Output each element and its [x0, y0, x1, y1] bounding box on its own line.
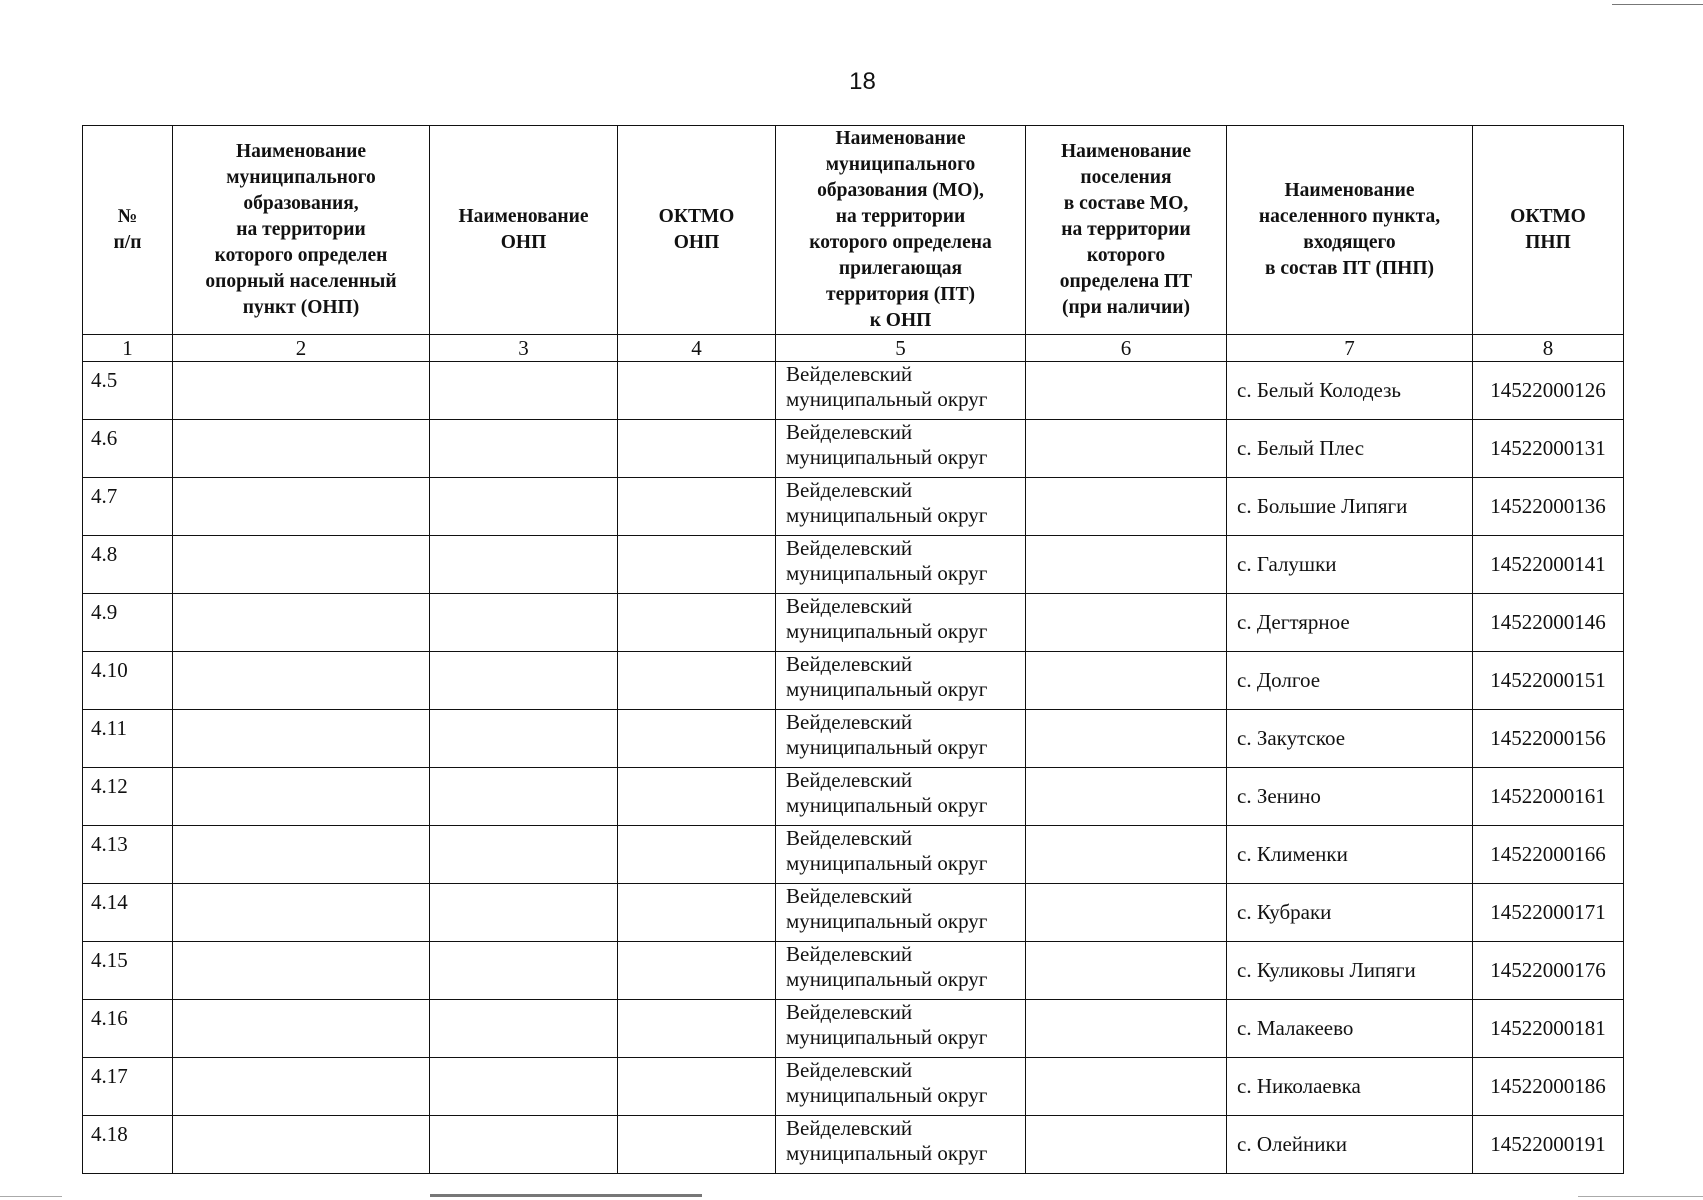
row-number: 4.17 — [91, 1064, 128, 1088]
oktmo-code: 14522000146 — [1490, 610, 1606, 634]
scan-artifact-bottom — [430, 1194, 702, 1197]
oktmo-code: 14522000176 — [1490, 958, 1606, 982]
empty-cell — [618, 594, 776, 652]
header-label: Наименование муниципального образования (МО), на территории которого определена прилегающая территория (ПТ) к ОНП — [809, 128, 992, 331]
header-cell — [776, 126, 1026, 335]
mo-name-line1: Вейделевский — [786, 652, 913, 676]
oktmo-cell — [1473, 652, 1624, 710]
pnp-cell — [1227, 594, 1473, 652]
pnp-cell — [1227, 768, 1473, 826]
mo-name-line2: муниципальный округ — [786, 793, 988, 817]
oktmo-cell — [1473, 594, 1624, 652]
table-row — [83, 362, 1624, 420]
oktmo-cell — [1473, 420, 1624, 478]
empty-cell — [618, 942, 776, 1000]
empty-cell — [430, 1116, 618, 1174]
header-cell — [430, 126, 618, 335]
pnp-name: с. Николаевка — [1237, 1074, 1361, 1098]
oktmo-code: 14522000161 — [1490, 784, 1606, 808]
pnp-name: с. Большие Липяги — [1237, 494, 1408, 518]
pnp-cell — [1227, 884, 1473, 942]
empty-cell — [173, 594, 430, 652]
empty-cell — [1026, 420, 1227, 478]
mo-cell — [776, 478, 1026, 536]
oktmo-cell — [1473, 478, 1624, 536]
mo-name-line1: Вейделевский — [786, 1116, 913, 1140]
pnp-cell — [1227, 478, 1473, 536]
empty-cell — [173, 884, 430, 942]
scan-artifact-bottom-left — [0, 1196, 62, 1197]
column-number: 1 — [83, 335, 173, 362]
pnp-cell — [1227, 420, 1473, 478]
pnp-name: с. Белый Плес — [1237, 436, 1365, 460]
empty-cell — [173, 536, 430, 594]
mo-name-line1: Вейделевский — [786, 420, 913, 444]
mo-name-line1: Вейделевский — [786, 1058, 913, 1082]
empty-cell — [430, 1000, 618, 1058]
mo-cell — [776, 652, 1026, 710]
oktmo-code: 14522000191 — [1490, 1132, 1606, 1156]
empty-cell — [173, 826, 430, 884]
mo-name-line2: муниципальный округ — [786, 561, 988, 585]
header-cell — [1473, 126, 1624, 335]
row-number: 4.7 — [91, 484, 118, 508]
header-cell — [173, 126, 430, 335]
row-number: 4.14 — [91, 890, 128, 914]
empty-cell — [173, 478, 430, 536]
row-number: 4.12 — [91, 774, 128, 798]
mo-name-line2: муниципальный округ — [786, 1141, 988, 1165]
pnp-name: с. Закутское — [1237, 726, 1346, 750]
pnp-name: с. Зенино — [1237, 784, 1321, 808]
header-cell — [618, 126, 776, 335]
oktmo-cell — [1473, 1000, 1624, 1058]
header-label: ОКТМО ПНП — [1510, 206, 1586, 253]
empty-cell — [1026, 884, 1227, 942]
empty-cell — [618, 1000, 776, 1058]
pnp-cell — [1227, 826, 1473, 884]
row-number: 4.9 — [91, 600, 118, 624]
oktmo-code: 14522000156 — [1490, 726, 1606, 750]
mo-name-line2: муниципальный округ — [786, 677, 988, 701]
row-number: 4.13 — [91, 832, 128, 856]
page-number: 18 — [849, 68, 876, 95]
row-number-cell — [83, 942, 173, 1000]
mo-name-line2: муниципальный округ — [786, 1025, 988, 1049]
mo-cell — [776, 884, 1026, 942]
pnp-cell — [1227, 942, 1473, 1000]
scan-artifact-bottom-right — [1578, 1196, 1703, 1197]
oktmo-code: 14522000136 — [1490, 494, 1606, 518]
oktmo-code: 14522000126 — [1490, 378, 1606, 402]
mo-cell — [776, 942, 1026, 1000]
table-row — [83, 710, 1624, 768]
table-row — [83, 1000, 1624, 1058]
pnp-name: с. Долгое — [1237, 668, 1321, 692]
row-number-cell — [83, 768, 173, 826]
mo-cell — [776, 1116, 1026, 1174]
empty-cell — [1026, 710, 1227, 768]
column-number: 4 — [618, 335, 776, 362]
oktmo-code: 14522000186 — [1490, 1074, 1606, 1098]
mo-name-line2: муниципальный округ — [786, 619, 988, 643]
mo-name-line1: Вейделевский — [786, 710, 913, 734]
row-number: 4.15 — [91, 948, 128, 972]
empty-cell — [173, 362, 430, 420]
pnp-cell — [1227, 652, 1473, 710]
table-row — [83, 826, 1624, 884]
empty-cell — [618, 1058, 776, 1116]
empty-cell — [173, 1058, 430, 1116]
empty-cell — [1026, 942, 1227, 1000]
oktmo-code: 14522000166 — [1490, 842, 1606, 866]
scan-artifact-top-right — [1612, 4, 1703, 5]
row-number-cell — [83, 1116, 173, 1174]
empty-cell — [430, 710, 618, 768]
empty-cell — [1026, 1058, 1227, 1116]
empty-cell — [430, 594, 618, 652]
empty-cell — [618, 768, 776, 826]
oktmo-cell — [1473, 884, 1624, 942]
pnp-cell — [1227, 710, 1473, 768]
mo-name-line1: Вейделевский — [786, 942, 913, 966]
empty-cell — [618, 710, 776, 768]
row-number-cell — [83, 478, 173, 536]
empty-cell — [618, 536, 776, 594]
empty-cell — [1026, 478, 1227, 536]
mo-name-line2: муниципальный округ — [786, 387, 988, 411]
empty-cell — [430, 420, 618, 478]
mo-name-line2: муниципальный округ — [786, 967, 988, 991]
pnp-name: с. Белый Колодезь — [1237, 378, 1401, 402]
header-cell — [1227, 126, 1473, 335]
pnp-name: с. Галушки — [1237, 552, 1337, 576]
header-cell — [1026, 126, 1227, 335]
empty-cell — [430, 362, 618, 420]
empty-cell — [173, 652, 430, 710]
row-number: 4.11 — [91, 716, 127, 740]
empty-cell — [430, 942, 618, 1000]
empty-cell — [430, 768, 618, 826]
oktmo-cell — [1473, 362, 1624, 420]
empty-cell — [1026, 826, 1227, 884]
table-row — [83, 478, 1624, 536]
empty-cell — [430, 884, 618, 942]
empty-cell — [618, 362, 776, 420]
empty-cell — [1026, 594, 1227, 652]
pnp-name: с. Малакеево — [1237, 1016, 1354, 1040]
pnp-cell — [1227, 1058, 1473, 1116]
mo-name-line2: муниципальный округ — [786, 503, 988, 527]
column-number: 8 — [1473, 335, 1624, 362]
mo-name-line2: муниципальный округ — [786, 851, 988, 875]
column-number: 2 — [173, 335, 430, 362]
empty-cell — [430, 536, 618, 594]
column-number: 5 — [776, 335, 1026, 362]
row-number-cell — [83, 420, 173, 478]
row-number-cell — [83, 826, 173, 884]
empty-cell — [430, 826, 618, 884]
empty-cell — [1026, 768, 1227, 826]
empty-cell — [430, 652, 618, 710]
table-row — [83, 536, 1624, 594]
table-row — [83, 942, 1624, 1000]
pnp-cell — [1227, 1116, 1473, 1174]
header-label: Наименование населенного пункта, входящего в состав ПТ (ПНП) — [1258, 180, 1441, 279]
empty-cell — [1026, 652, 1227, 710]
mo-cell — [776, 420, 1026, 478]
column-number: 6 — [1026, 335, 1227, 362]
row-number-cell — [83, 1000, 173, 1058]
column-number: 3 — [430, 335, 618, 362]
mo-name-line1: Вейделевский — [786, 768, 913, 792]
header-label: ОКТМО ОНП — [658, 206, 735, 253]
empty-cell — [430, 1058, 618, 1116]
table-row — [83, 1116, 1624, 1174]
table-row — [83, 420, 1624, 478]
empty-cell — [618, 884, 776, 942]
pnp-name: с. Клименки — [1237, 842, 1348, 866]
row-number-cell — [83, 594, 173, 652]
settlements-table — [82, 125, 1624, 1174]
empty-cell — [618, 420, 776, 478]
table-row — [83, 884, 1624, 942]
row-number: 4.6 — [91, 426, 118, 450]
table-row — [83, 1058, 1624, 1116]
empty-cell — [618, 652, 776, 710]
oktmo-cell — [1473, 768, 1624, 826]
empty-cell — [618, 1116, 776, 1174]
mo-name-line1: Вейделевский — [786, 594, 913, 618]
oktmo-cell — [1473, 536, 1624, 594]
oktmo-code: 14522000151 — [1490, 668, 1606, 692]
row-number-cell — [83, 362, 173, 420]
mo-cell — [776, 594, 1026, 652]
pnp-name: с. Кубраки — [1237, 900, 1332, 924]
empty-cell — [173, 1116, 430, 1174]
mo-name-line2: муниципальный округ — [786, 735, 988, 759]
oktmo-code: 14522000141 — [1490, 552, 1606, 576]
mo-cell — [776, 1000, 1026, 1058]
row-number-cell — [83, 1058, 173, 1116]
row-number: 4.5 — [91, 368, 118, 392]
pnp-name: с. Куликовы Липяги — [1237, 958, 1416, 982]
mo-name-line1: Вейделевский — [786, 478, 913, 502]
empty-cell — [1026, 362, 1227, 420]
empty-cell — [173, 710, 430, 768]
table-row — [83, 652, 1624, 710]
header-label: № п/п — [113, 206, 142, 253]
pnp-cell — [1227, 362, 1473, 420]
row-number: 4.8 — [91, 542, 118, 566]
empty-cell — [430, 478, 618, 536]
oktmo-code: 14522000181 — [1490, 1016, 1606, 1040]
header-cell — [83, 126, 173, 335]
oktmo-cell — [1473, 710, 1624, 768]
row-number: 4.10 — [91, 658, 128, 682]
mo-cell — [776, 710, 1026, 768]
mo-cell — [776, 362, 1026, 420]
mo-cell — [776, 768, 1026, 826]
header-label: Наименование муниципального образования, на территории которого определен опорный населенный пункт (ОНП) — [205, 141, 397, 318]
mo-name-line1: Вейделевский — [786, 536, 913, 560]
table-body — [83, 362, 1624, 1174]
empty-cell — [1026, 1000, 1227, 1058]
header-row — [83, 126, 1624, 335]
pnp-cell — [1227, 536, 1473, 594]
table-row — [83, 768, 1624, 826]
mo-cell — [776, 826, 1026, 884]
pnp-name: с. Олейники — [1237, 1132, 1347, 1156]
row-number-cell — [83, 710, 173, 768]
column-number: 7 — [1227, 335, 1473, 362]
oktmo-code: 14522000131 — [1490, 436, 1606, 460]
row-number-cell — [83, 884, 173, 942]
mo-cell — [776, 1058, 1026, 1116]
mo-name-line1: Вейделевский — [786, 1000, 913, 1024]
mo-name-line1: Вейделевский — [786, 362, 913, 386]
mo-name-line1: Вейделевский — [786, 826, 913, 850]
oktmo-cell — [1473, 1058, 1624, 1116]
oktmo-code: 14522000171 — [1490, 900, 1606, 924]
oktmo-cell — [1473, 826, 1624, 884]
mo-name-line1: Вейделевский — [786, 884, 913, 908]
header-label: Наименование ОНП — [458, 206, 589, 253]
row-number-cell — [83, 536, 173, 594]
empty-cell — [173, 1000, 430, 1058]
empty-cell — [618, 826, 776, 884]
mo-name-line2: муниципальный округ — [786, 1083, 988, 1107]
empty-cell — [173, 768, 430, 826]
mo-cell — [776, 536, 1026, 594]
empty-cell — [1026, 1116, 1227, 1174]
empty-cell — [173, 420, 430, 478]
empty-cell — [618, 478, 776, 536]
empty-cell — [173, 942, 430, 1000]
oktmo-cell — [1473, 1116, 1624, 1174]
oktmo-cell — [1473, 942, 1624, 1000]
column-number-row — [83, 335, 1624, 362]
row-number-cell — [83, 652, 173, 710]
header-label: Наименование поселения в составе МО, на территории которого определена ПТ (при наличии) — [1059, 141, 1193, 318]
pnp-name: с. Дегтярное — [1237, 610, 1350, 634]
pnp-cell — [1227, 1000, 1473, 1058]
row-number: 4.16 — [91, 1006, 128, 1030]
empty-cell — [1026, 536, 1227, 594]
table-row — [83, 594, 1624, 652]
row-number: 4.18 — [91, 1122, 128, 1146]
mo-name-line2: муниципальный округ — [786, 445, 988, 469]
mo-name-line2: муниципальный округ — [786, 909, 988, 933]
